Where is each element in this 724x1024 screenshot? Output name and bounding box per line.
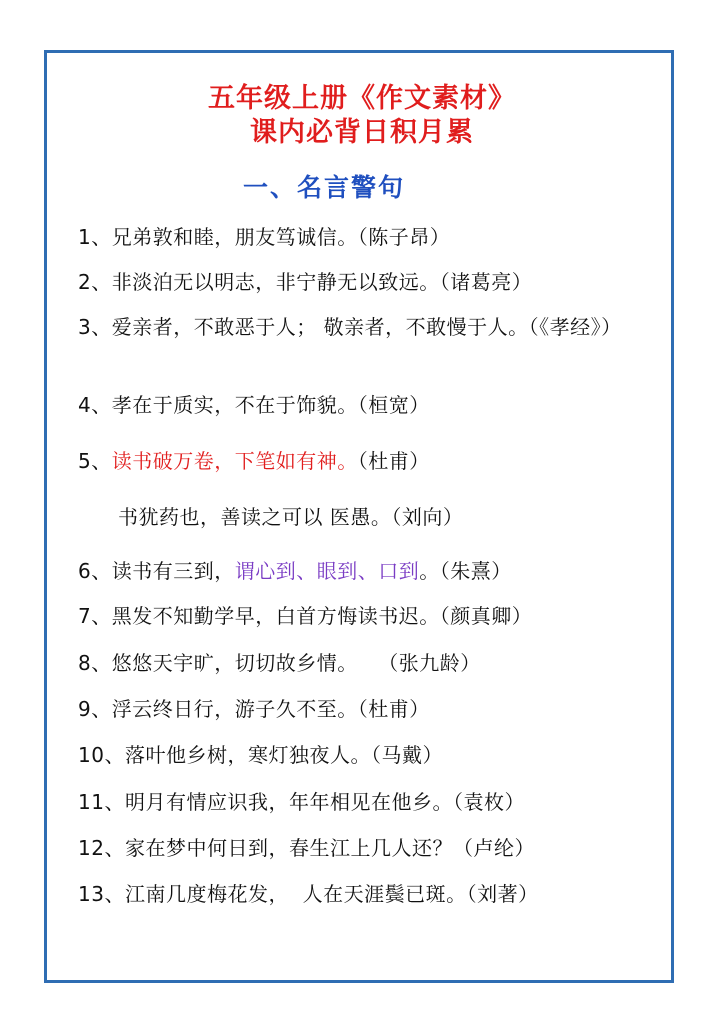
quote-text: （杜甫） [357,449,430,473]
quote-text: 悠悠天宇旷，切切故乡情。 （张九龄） [111,651,481,675]
quote-text: 孝在于质实，不在于饰貌。（桓宽） [111,393,430,417]
quote-text: 家在梦中何日到，春生江上几人还？（卢纶） [124,836,535,860]
quote-text: 明月有情应识我，年年相见在他乡。（袁枚） [124,790,525,814]
quote-number: 13、 [78,882,125,906]
quote-number: 10、 [78,743,125,767]
quote-number: 6、 [78,559,112,583]
quote-item [78,879,663,909]
quote-item [78,648,663,678]
quote-item [78,601,663,631]
quote-item [78,312,663,342]
quote-text: 江南几度梅花发， 人在天涯鬓已斑。（刘著） [124,882,539,906]
quote-highlight: 谓心到、眼到、口到 [234,559,420,583]
quote-item [78,222,663,252]
quote-text: 浮云终日行，游子久不至。（杜甫） [111,697,430,721]
quote-number: 9、 [78,697,112,721]
quote-item [78,390,663,420]
quote-text: 书犹药也，善读之可以 医愚。（刘向） [118,505,464,529]
quote-number: 2、 [78,270,112,294]
quote-text: 落叶他乡树，寒灯独夜人。（马戴） [124,743,443,767]
quote-item [78,267,663,297]
quote-text: 。（朱熹） [419,559,512,583]
quote-number: 5、 [78,449,112,473]
quote-item [78,556,663,586]
quote-text: 兄弟敦和睦，朋友笃诚信。（陈子昂） [111,225,451,249]
quote-number: 7、 [78,604,112,628]
quote-text: 爱亲者，不敢恶于人； 敬亲者，不敢慢于人。（《孝经》） [111,315,622,339]
quote-item [78,833,663,863]
document-title: 五年级上册《作文素材》 [208,83,516,114]
quote-text: 黑发不知勤学早，白首方悔读书迟。（颜真卿） [111,604,533,628]
quote-text-prefix: 读书有三到， [111,559,235,583]
quote-text: 非淡泊无以明志，非宁静无以致远。（诸葛亮） [111,270,533,294]
quote-number: 3、 [78,315,112,339]
quote-item [118,502,703,532]
document-subtitle: 课内必背日积月累 [250,117,474,148]
quote-number: 1、 [78,225,112,249]
section-heading: 一、名言警句 [243,173,406,202]
quote-item [78,787,663,817]
quote-number: 12、 [78,836,125,860]
quote-number: 4、 [78,393,112,417]
quote-highlight: 读书破万卷，下笔如有神。 [111,449,358,473]
quote-item [78,740,663,770]
quote-item [78,694,663,724]
quote-number: 11、 [78,790,125,814]
quote-item [78,446,663,476]
quote-number: 8、 [78,651,112,675]
